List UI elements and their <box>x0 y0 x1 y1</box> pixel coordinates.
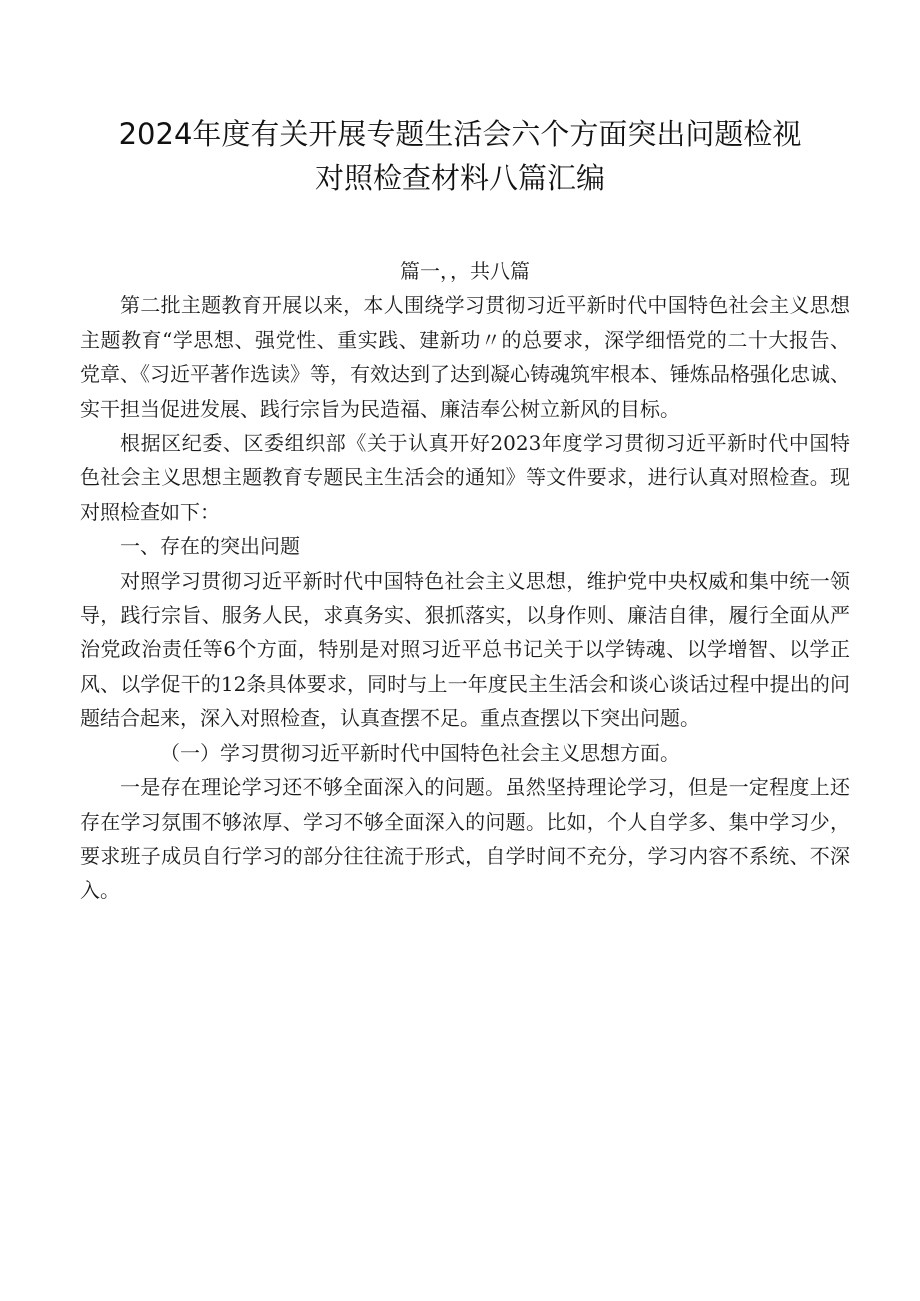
section-label: 篇一，，共八篇 <box>400 259 530 283</box>
heading-problems: 一、存在的突出问题 <box>120 534 300 559</box>
paragraph-intro: 第二批主题教育开展以来，本人围绕学习贯彻习近平新时代中国特色社会主义思想主题教育“学思想、强党性、重实践、建新功〃的总要求，深学细悟党的二十大报告、党章、《习近平著作选读》等，有效达到了达到凝心铸魂筑牢根本、锤炼品格强化忠诚、实干担当促进发展、践行宗旨为民造福、廉洁奉公树立新风的目标。 <box>80 293 850 421</box>
title-line-2: 对照检查材料八篇汇编 <box>314 161 605 195</box>
paragraph-theory-study: 一是存在理论学习还不够全面深入的问题。虽然坚持理论学习，但是一定程度上还存在学习氛围不够浓厚、学习不够全面深入的问题。比如，个人自学多、集中学习少，要求班子成员自行学习的部分往往流于形式，自学时间不充分，学习内容不系统、不深入。 <box>80 775 850 903</box>
paragraph-comparison: 对照学习贯彻习近平新时代中国特色社会主义思想，维护党中央权威和集中统一领导，践行宗旨、服务人民，求真务实、狠抓落实，以身作则、廉洁自律，履行全面从严治党政治责任等6个方面，特别是对照习近平总书记关于以学铸魂、以学增智、以学正风、以学促干的12条具体要求，同时与上一年度民主生活会和谈心谈话过程中提出的问题结合起来，深入对照检查，认真查摆不足。重点查摆以下突出问题。 <box>80 568 850 731</box>
document-body <box>80 254 850 908</box>
paragraph-basis: 根据区纪委、区委组织部《关于认真开好2023年度学习贯彻习近平新时代中国特色社会主义思想主题教育专题民主生活会的通知》等文件要求，进行认真对照检查。现对照检查如下： <box>80 431 850 524</box>
subheading-study: （一）学习贯彻习近平新时代中国特色社会主义思想方面。 <box>160 740 680 765</box>
title-line-1: 2024年度有关开展专题生活会六个方面突出问题检视 <box>118 117 802 151</box>
document-title <box>60 112 860 200</box>
